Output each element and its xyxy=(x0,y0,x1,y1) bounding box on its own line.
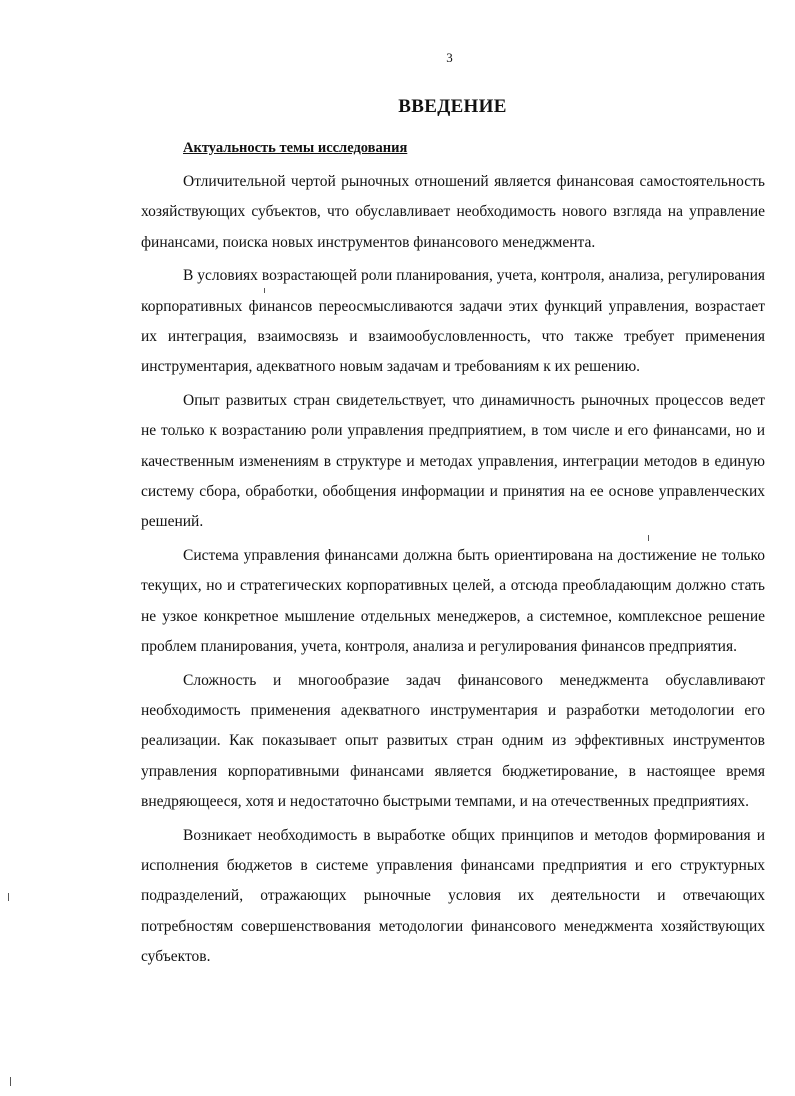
paragraph: Возникает необходимость в выработке общих принципов и методов формирования и исполнения бюджетов в системе управления финансами предприятия и его структурных подразделений, отражающих рыночные условия их деятельности и отвечающих потребностям совершенствования методологии финансового менеджмента хозяйствующих субъектов. xyxy=(141,826,765,965)
scan-speck xyxy=(648,535,649,541)
page-title: ВВЕДЕНИЕ xyxy=(398,96,507,117)
scan-speck xyxy=(264,288,265,293)
page-number: 3 xyxy=(446,50,453,65)
body-text xyxy=(141,167,765,972)
paragraph: Отличительной чертой рыночных отношений является финансовая самостоятельность хозяйствующих субъектов, что обуславливает необходимость нового взгляда на управление финансами, поиска новых инструментов финансового менеджмента. xyxy=(141,173,765,251)
paragraph: Опыт развитых стран свидетельствует, что динамичность рыночных процессов ведет не только к возрастанию роли управления предприятием, в том числе и его финансами, но и качественным изменениям в структуре и методах управления, интеграции методов в единую систему сбора, обработки, обобщения информации и принятия на ее основе управленческих решений. xyxy=(141,392,765,531)
paragraph: Сложность и многообразие задач финансового менеджмента обуславливают необходимость применения адекватного инструментария и разработки методологии его реализации. Как показывает опыт развитых стран одним из эффективных инструментов управления корпоративными финансами является бюджетирование, в настоящее время внедряющееся, хотя и недостаточно быстрыми темпами, и на отечественных предприятиях. xyxy=(141,671,765,810)
section-subheading: Актуальность темы исследования xyxy=(183,140,408,156)
scan-speck xyxy=(8,893,9,901)
paragraph: В условиях возрастающей роли планирования, учета, контроля, анализа, регулирования корпоративных финансов переосмысливаются задачи этих функций управления, возрастает их интеграция, взаимосвязь и взаимообусловленность, что также требует применения инструментария, адекватного новым задачам и требованиям к их решению. xyxy=(141,267,765,376)
scan-speck xyxy=(10,1077,11,1086)
paragraph: Система управления финансами должна быть ориентирована на достижение не только текущих, но и стратегических корпоративных целей, а отсюда преобладающим должно стать не узкое конкретное мышление отдельных менеджеров, а системное, комплексное решение проблем планирования, учета, контроля, анализа и регулирования финансов предприятия. xyxy=(141,547,765,655)
